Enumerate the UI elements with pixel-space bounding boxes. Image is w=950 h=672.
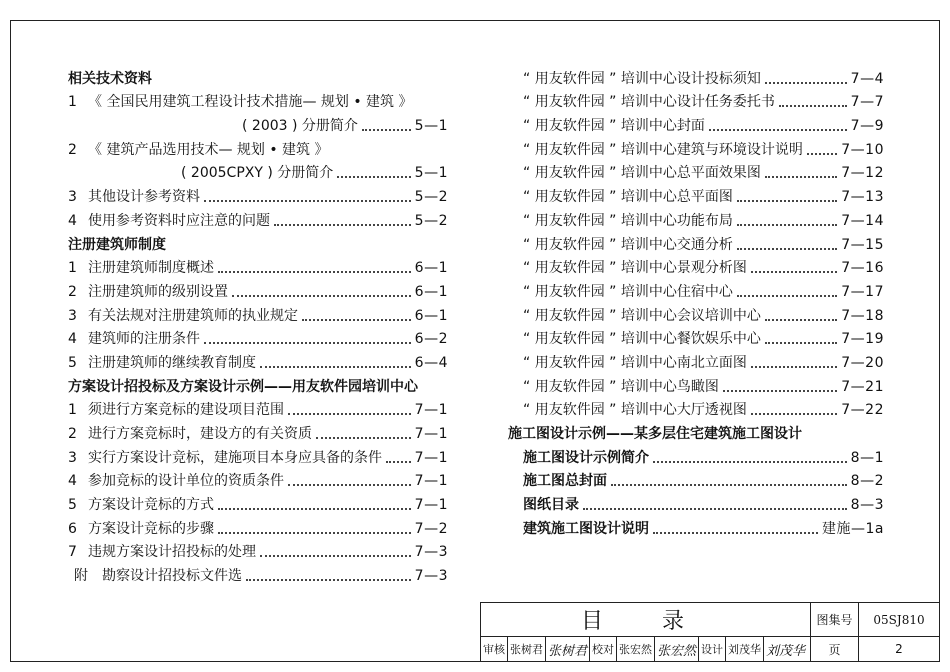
leader-dots [337, 176, 410, 178]
entry-page: 7—15 [841, 236, 884, 253]
entry-page: 7—12 [841, 165, 884, 182]
toc-entry [508, 182, 884, 206]
leader-dots [723, 390, 837, 392]
entry-number: 4 [68, 212, 77, 229]
entry-title: “ 用友软件园 ” 培训中心大厅透视图 [523, 402, 747, 419]
entry-page: 7—10 [841, 141, 884, 158]
leader-dots [218, 508, 411, 510]
toc-entry [508, 443, 884, 467]
leader-dots [232, 295, 411, 297]
review-name: 张树君 [508, 637, 546, 661]
entry-title: 勘察设计招投标文件选 [102, 568, 242, 585]
leader-dots [386, 461, 411, 463]
check-signature: 张宏然 [655, 637, 699, 661]
entry-page: 7—1 [414, 426, 448, 442]
entry-page: 7—1 [414, 449, 448, 466]
toc-entry [508, 372, 884, 396]
section-heading [68, 230, 448, 254]
entry-title: 实行方案设计竞标，建施项目本身应具备的条件 [88, 449, 382, 466]
section-heading-text: 相关技术资料 [68, 70, 152, 87]
toc-entry [508, 206, 884, 230]
entry-title: 方案设计竞标的方式 [88, 497, 214, 514]
entry-title: 须进行方案竞标的建设项目范围 [88, 402, 284, 419]
toc-entry [508, 64, 884, 88]
toc-entry [508, 277, 884, 301]
toc-entry [68, 514, 448, 538]
entry-page: 7—3 [414, 544, 448, 561]
toc-entry [508, 111, 884, 135]
page-number: 2 [895, 642, 903, 656]
leader-dots [288, 484, 411, 486]
toc-entry [508, 254, 884, 278]
entry-page: 5—1 [414, 165, 448, 182]
entry-title: “ 用友软件园 ” 培训中心建筑与环境设计说明 [523, 141, 803, 158]
toc-entry [68, 277, 448, 301]
entry-page: 5—2 [414, 212, 448, 229]
check-name: 张宏然 [617, 637, 655, 661]
entry-page: 7—1 [414, 402, 448, 419]
entry-number: 6 [68, 520, 77, 537]
entry-title: 建筑师的注册条件 [88, 331, 200, 348]
entry-title: ( 2005CPXY ) 分册简介 [181, 165, 334, 182]
toc-entry [508, 514, 884, 538]
section-heading-text: 施工图设计示例——某多层住宅建筑施工图设计 [508, 426, 802, 442]
check-label: 校对 [590, 637, 617, 661]
toc-entry [68, 348, 448, 372]
entry-title: “ 用友软件园 ” 培训中心功能布局 [523, 212, 733, 229]
entry-page: 8—3 [850, 497, 884, 514]
toc-entry [68, 206, 448, 230]
toc-entry [68, 443, 448, 467]
leader-dots [765, 82, 847, 84]
leader-dots [583, 508, 847, 510]
title-block [480, 602, 940, 662]
title-block-title: 目 录 [481, 603, 811, 637]
entry-page: 6—1 [414, 307, 448, 324]
entry-title: “ 用友软件园 ” 培训中心设计投标须知 [523, 70, 761, 87]
entry-number: 4 [68, 331, 77, 348]
leader-dots [288, 413, 411, 415]
toc-entry [508, 325, 884, 349]
entry-title: 施工图总封面 [523, 473, 607, 490]
entry-number: 5 [68, 497, 77, 514]
leader-dots [218, 532, 411, 534]
entry-number: 3 [68, 307, 77, 324]
leader-dots [204, 342, 411, 344]
toc-entry [508, 88, 884, 112]
entry-title: “ 用友软件园 ” 培训中心封面 [523, 118, 705, 135]
leader-dots [779, 105, 847, 107]
toc-entry [508, 396, 884, 420]
entry-page: 7—22 [841, 402, 884, 419]
entry-page: 6—4 [414, 354, 448, 371]
toc-entry [68, 182, 448, 206]
entry-number: 2 [68, 426, 77, 442]
entry-page: 7—1 [414, 473, 448, 490]
entry-page: 7—3 [414, 568, 448, 585]
entry-page: 8—2 [850, 473, 884, 490]
toc-entry [68, 135, 448, 159]
leader-dots [218, 271, 411, 273]
design-label: 设计 [699, 637, 726, 661]
leader-dots [737, 224, 837, 226]
leader-dots [611, 484, 847, 486]
toc-right-column [508, 64, 884, 538]
entry-title: “ 用友软件园 ” 培训中心总平面图 [523, 189, 733, 206]
atlas-number: 05SJ810 [859, 603, 939, 637]
leader-dots [204, 200, 411, 202]
design-signature: 刘茂华 [766, 643, 806, 659]
entry-page: 5—2 [414, 189, 448, 206]
leader-dots [765, 342, 837, 344]
entry-page: 7—14 [841, 212, 884, 229]
toc-entry [68, 396, 448, 420]
entry-title: 其他设计参考资料 [88, 189, 200, 206]
toc-entry [508, 467, 884, 491]
toc-entry [68, 88, 448, 112]
entry-page: 7—1 [414, 497, 448, 514]
entry-title: “ 用友软件园 ” 培训中心景观分析图 [523, 260, 747, 277]
leader-dots [246, 579, 411, 581]
entry-title: 注册建筑师的继续教育制度 [88, 354, 256, 371]
atlas-label: 图集号 [811, 603, 859, 637]
entry-title: 注册建筑师的级别设置 [88, 283, 228, 300]
review-label: 审核 [481, 637, 508, 661]
leader-dots [807, 153, 837, 155]
entry-page: 7—2 [414, 520, 448, 537]
toc-entry [68, 301, 448, 325]
entry-title: 建筑施工图设计说明 [523, 520, 649, 537]
entry-number: 3 [68, 449, 77, 466]
leader-dots [751, 366, 837, 368]
entry-title: 图纸目录 [523, 497, 579, 514]
entry-title: “ 用友软件园 ” 培训中心南北立面图 [523, 354, 747, 371]
section-heading-text: 方案设计招投标及方案设计示例——用友软件园培训中心 [68, 378, 418, 395]
review-signature: 张树君 [546, 637, 590, 661]
entry-title: 进行方案竞标时，建设方的有关资质 [88, 426, 312, 442]
entry-title: 《 全国民用建筑工程设计技术措施— 规划 • 建筑 》 [88, 94, 413, 111]
entry-number: 1 [68, 260, 77, 277]
section-heading [68, 372, 448, 396]
section-heading [68, 64, 448, 88]
entry-page: 6—2 [414, 331, 448, 348]
leader-dots [302, 319, 411, 321]
toc-entry [68, 467, 448, 491]
entry-page: 7—17 [841, 283, 884, 300]
leader-dots [765, 319, 837, 321]
entry-title: “ 用友软件园 ” 培训中心餐饮娱乐中心 [523, 331, 761, 348]
entry-page: 6—1 [414, 283, 448, 300]
leader-dots [653, 532, 818, 534]
leader-dots [260, 366, 411, 368]
toc-entry [508, 348, 884, 372]
entry-title: “ 用友软件园 ” 培训中心设计任务委托书 [523, 94, 775, 111]
entry-title: ( 2003 ) 分册简介 [242, 118, 358, 135]
entry-number: 2 [68, 141, 77, 158]
design-name: 刘茂华 [726, 637, 764, 661]
entry-page: 7—7 [850, 94, 884, 111]
leader-dots [362, 129, 411, 131]
section-heading-text: 注册建筑师制度 [68, 236, 166, 253]
entry-page: 7—18 [841, 307, 884, 324]
entry-number: 1 [68, 402, 77, 419]
signature-row [481, 637, 811, 661]
leader-dots [260, 555, 411, 557]
leader-dots [274, 224, 411, 226]
entry-number: 1 [68, 94, 77, 111]
leader-dots [737, 200, 837, 202]
toc-entry [508, 135, 884, 159]
leader-dots [737, 295, 837, 297]
entry-number: 附 [74, 568, 88, 585]
entry-page: 7—19 [841, 331, 884, 348]
toc-entry [68, 538, 448, 562]
toc-entry [68, 111, 448, 135]
leader-dots [765, 176, 837, 178]
entry-title: “ 用友软件园 ” 培训中心交通分析 [523, 236, 733, 253]
entry-title: 《 建筑产品选用技术— 规划 • 建筑 》 [88, 141, 329, 158]
entry-number: 2 [68, 283, 77, 300]
entry-number: 7 [68, 544, 77, 561]
entry-page: 7—4 [850, 70, 884, 87]
entry-page: 6—1 [414, 260, 448, 277]
entry-title: 参加竞标的设计单位的资质条件 [88, 473, 284, 490]
entry-number: 3 [68, 189, 77, 206]
entry-title: 违规方案设计招投标的处理 [88, 544, 256, 561]
toc-entry [68, 419, 448, 443]
entry-title: “ 用友软件园 ” 培训中心总平面效果图 [523, 165, 761, 182]
toc-left-column [68, 64, 448, 585]
entry-page: 7—20 [841, 354, 884, 371]
entry-page: 7—21 [841, 378, 884, 395]
entry-title: 注册建筑师制度概述 [88, 260, 214, 277]
entry-page: 8—1 [850, 449, 884, 466]
toc-entry [508, 301, 884, 325]
toc-entry [68, 561, 448, 585]
entry-page: 7—9 [850, 118, 884, 135]
leader-dots [737, 248, 837, 250]
toc-entry [68, 325, 448, 349]
entry-page: 5—1 [414, 118, 448, 135]
entry-number: 4 [68, 473, 77, 490]
leader-dots [751, 271, 837, 273]
entry-title: “ 用友软件园 ” 培训中心住宿中心 [523, 283, 733, 300]
entry-title: “ 用友软件园 ” 培训中心鸟瞰图 [523, 378, 719, 395]
entry-title: “ 用友软件园 ” 培训中心会议培训中心 [523, 307, 761, 324]
toc-entry [68, 159, 448, 183]
leader-dots [751, 413, 837, 415]
entry-title: 有关法规对注册建筑师的执业规定 [88, 307, 298, 324]
entry-title: 施工图设计示例简介 [523, 449, 649, 466]
entry-page: 7—16 [841, 260, 884, 277]
entry-page: 7—13 [841, 189, 884, 206]
toc-entry [68, 254, 448, 278]
entry-title: 使用参考资料时应注意的问题 [88, 212, 270, 229]
toc-entry [68, 490, 448, 514]
section-heading [508, 419, 884, 443]
entry-number: 5 [68, 354, 77, 371]
leader-dots [709, 129, 847, 131]
leader-dots [316, 437, 411, 439]
page-label: 页 [811, 637, 859, 661]
entry-title: 方案设计竞标的步骤 [88, 520, 214, 537]
leader-dots [653, 461, 847, 463]
toc-entry [508, 230, 884, 254]
entry-page: 建施—1a [822, 520, 884, 537]
toc-entry [508, 490, 884, 514]
toc-entry [508, 159, 884, 183]
